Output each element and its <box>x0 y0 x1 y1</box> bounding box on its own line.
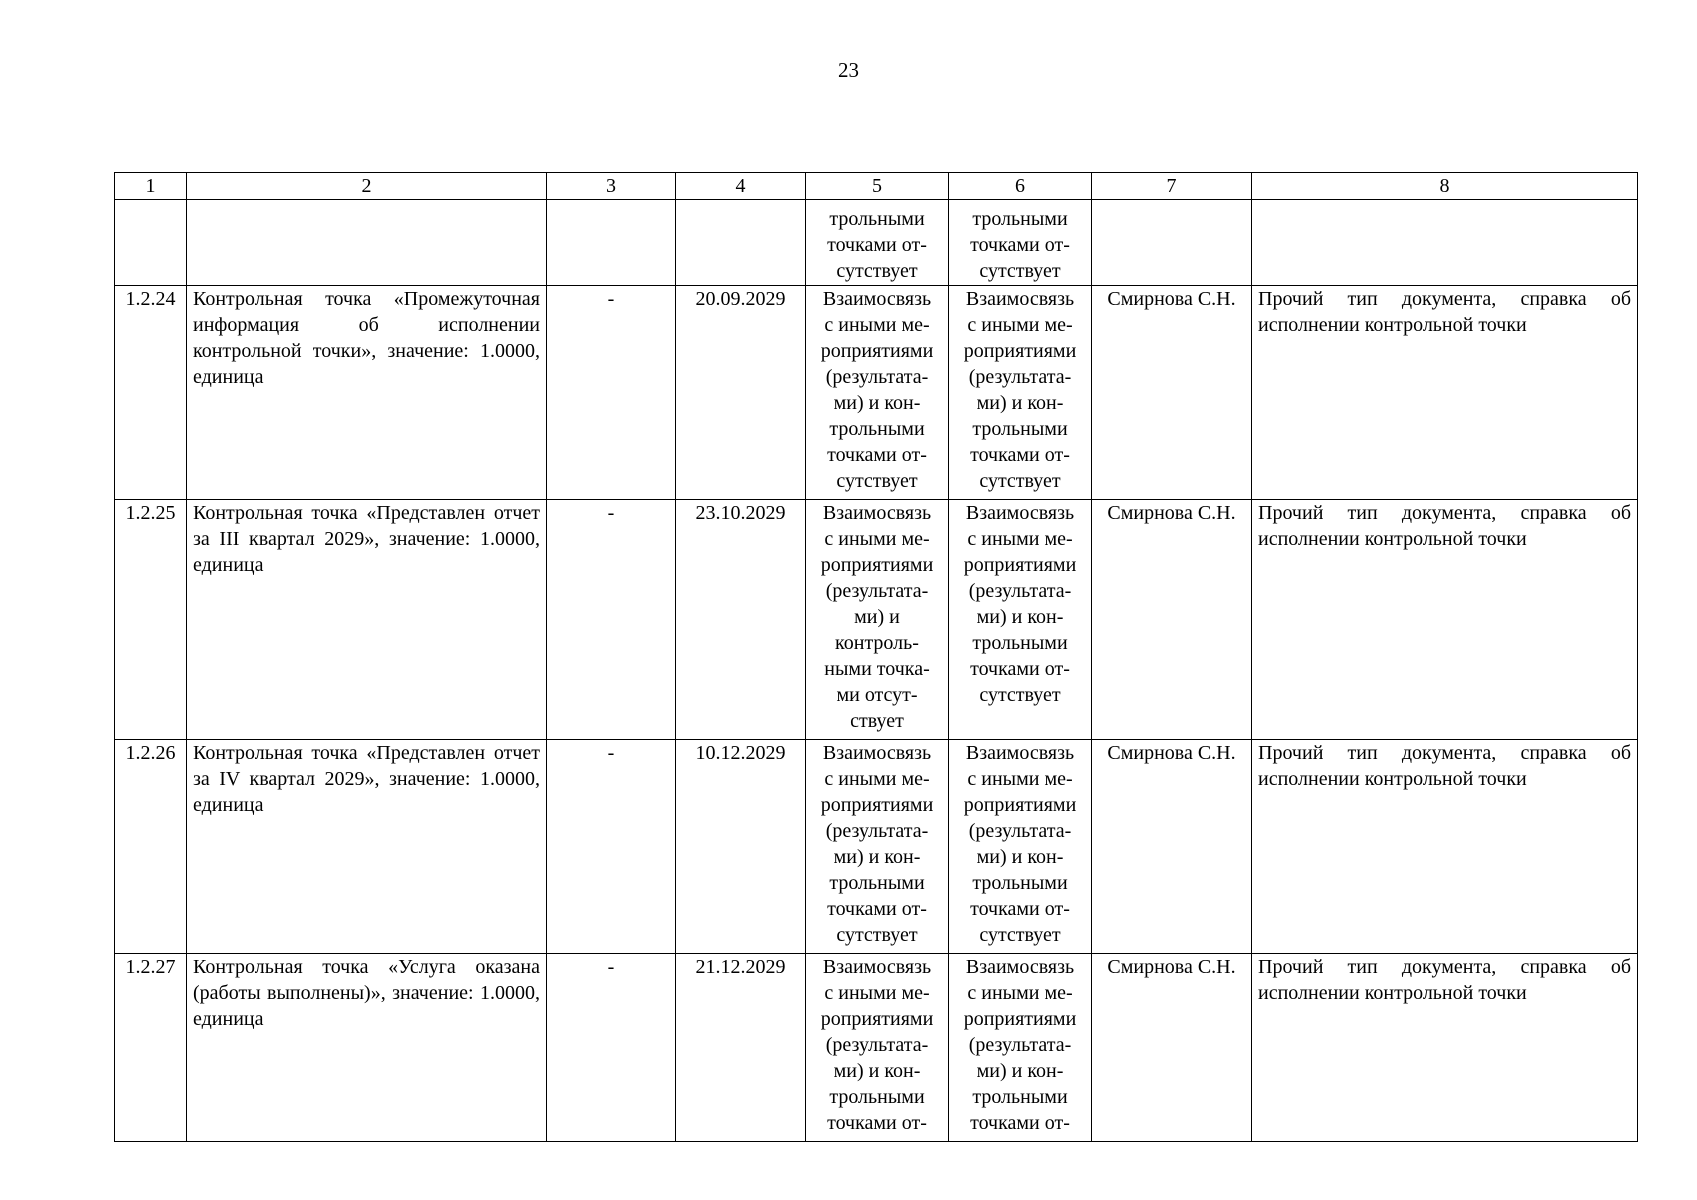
cell-relations: трольными точками от- сутствует <box>806 200 949 286</box>
cell-num: 1.2.27 <box>115 954 187 1142</box>
cell-document: Прочий тип документа, справка об исполнении контрольной точки <box>1252 286 1638 500</box>
column-header: 4 <box>676 173 806 200</box>
header-row <box>115 173 1638 200</box>
cell-document: Прочий тип документа, справка об исполнении контрольной точки <box>1252 740 1638 954</box>
cell-relations: Взаимосвязь с иными ме- роприятиями (результата- ми) и кон- трольными точками от- сутствует <box>806 286 949 500</box>
cell-num: 1.2.25 <box>115 500 187 740</box>
cell-name: Контрольная точка «Промежуточная информация об исполнении контрольной точки», значение: 1.0000, единица <box>187 286 547 500</box>
cell-date <box>676 200 806 286</box>
cell-name: Контрольная точка «Представлен отчет за IV квартал 2029», значение: 1.0000, единица <box>187 740 547 954</box>
table-row <box>115 740 1638 954</box>
column-header: 3 <box>547 173 676 200</box>
cell-name <box>187 200 547 286</box>
table-row-continuation <box>115 200 1638 286</box>
cell-document: Прочий тип документа, справка об исполнении контрольной точки <box>1252 500 1638 740</box>
column-header: 1 <box>115 173 187 200</box>
cell-relations: Взаимосвязь с иными ме- роприятиями (результата- ми) и кон- трольными точками от- <box>806 954 949 1142</box>
column-header: 5 <box>806 173 949 200</box>
cell-date: 10.12.2029 <box>676 740 806 954</box>
column-header: 7 <box>1092 173 1252 200</box>
page-number: 23 <box>838 58 859 82</box>
cell-col3: - <box>547 954 676 1142</box>
cell-num <box>115 200 187 286</box>
cell-relations: трольными точками от- сутствует <box>949 200 1092 286</box>
cell-responsible: Смирнова С.Н. <box>1092 740 1252 954</box>
cell-name: Контрольная точка «Представлен отчет за III квартал 2029», значение: 1.0000, единица <box>187 500 547 740</box>
table-row <box>115 286 1638 500</box>
cell-relations: Взаимосвязь с иными ме- роприятиями (результата- ми) и контроль- ными точка- ми отсут- ствует <box>806 500 949 740</box>
column-header: 8 <box>1252 173 1638 200</box>
cell-col3: - <box>547 286 676 500</box>
cell-relations: Взаимосвязь с иными ме- роприятиями (результата- ми) и кон- трольными точками от- сутствует <box>806 740 949 954</box>
cell-document: Прочий тип документа, справка об исполнении контрольной точки <box>1252 954 1638 1142</box>
cell-col3: - <box>547 500 676 740</box>
cell-col3 <box>547 200 676 286</box>
control-points-table <box>114 172 1638 1142</box>
cell-col3: - <box>547 740 676 954</box>
table-row <box>115 954 1638 1142</box>
cell-relations: Взаимосвязь с иными ме- роприятиями (результата- ми) и кон- трольными точками от- сутствует <box>949 740 1092 954</box>
table-row <box>115 500 1638 740</box>
cell-responsible: Смирнова С.Н. <box>1092 500 1252 740</box>
cell-relations: Взаимосвязь с иными ме- роприятиями (результата- ми) и кон- трольными точками от- сутствует <box>949 286 1092 500</box>
cell-num: 1.2.26 <box>115 740 187 954</box>
cell-date: 23.10.2029 <box>676 500 806 740</box>
cell-num: 1.2.24 <box>115 286 187 500</box>
cell-responsible <box>1092 200 1252 286</box>
cell-date: 21.12.2029 <box>676 954 806 1142</box>
cell-relations: Взаимосвязь с иными ме- роприятиями (результата- ми) и кон- трольными точками от- <box>949 954 1092 1142</box>
cell-responsible: Смирнова С.Н. <box>1092 286 1252 500</box>
column-header: 6 <box>949 173 1092 200</box>
column-header: 2 <box>187 173 547 200</box>
cell-relations: Взаимосвязь с иными ме- роприятиями (результата- ми) и кон- трольными точками от- сутствует <box>949 500 1092 740</box>
cell-document <box>1252 200 1638 286</box>
cell-responsible: Смирнова С.Н. <box>1092 954 1252 1142</box>
cell-date: 20.09.2029 <box>676 286 806 500</box>
cell-name: Контрольная точка «Услуга оказана (работы выполнены)», значение: 1.0000, единица <box>187 954 547 1142</box>
